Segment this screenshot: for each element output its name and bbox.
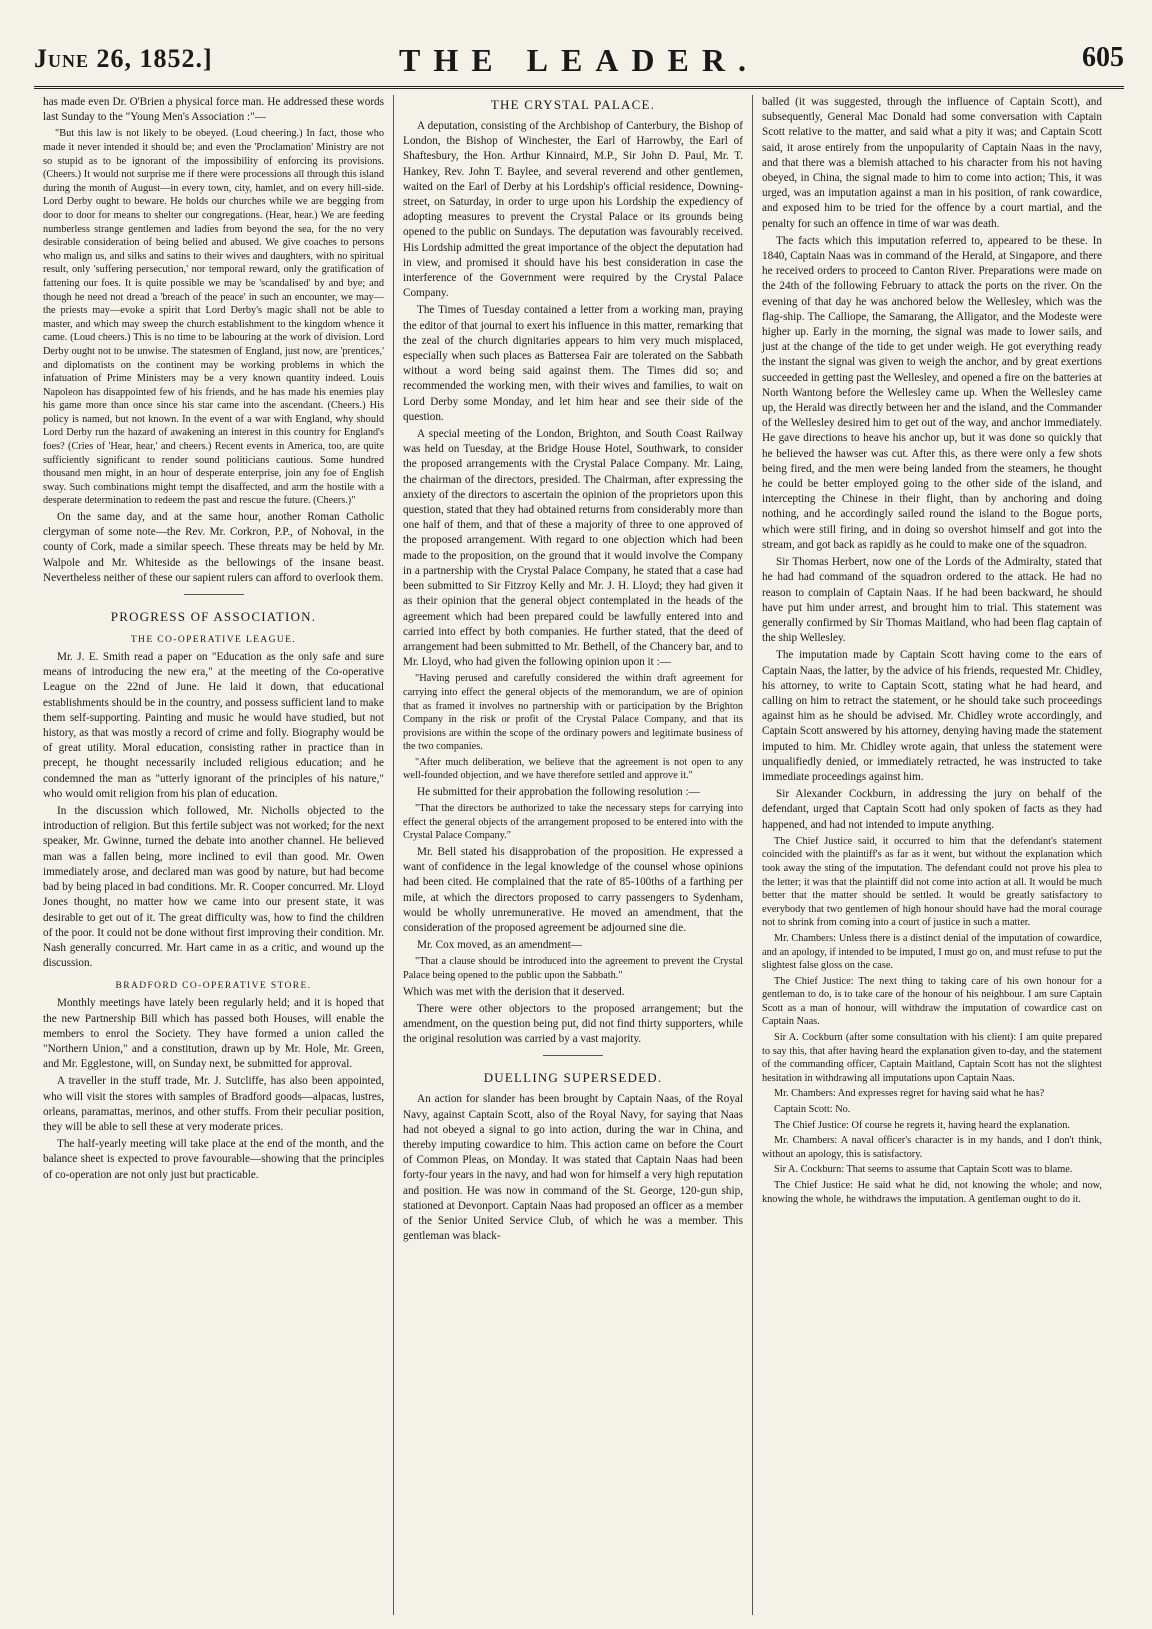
- subheading-bradford-store: BRADFORD CO-OPERATIVE STORE.: [115, 981, 312, 992]
- article-columns: [34, 95, 1124, 1615]
- speech-quote: "But this law is not likely to be obeyed. (Loud cheering.) In fact, those who made it never intended it should be; and even the 'Proclamation' Ministry are not so stupid as to be ignorant of the impossibility of enforcing its provisions. (Cheers.) It would not surprise me if there were processions all through this island during the month of August—in every town, city, hamlet, and on every hill-side. Lord Derby ought to beware. He holds our churches while we are begging from door to door for means to shelter our congregations. (Hear, hear.) We are feeding numberless strange gentlemen and ladies from beyond the sea, for the no very desirable consideration of being belied and abused. We give coaches to persons who malign us, and silks and satins to their wives and daughters, with no spiritual result, only 'suffering persecution,' nor temporal reward, only the gratification of fattening our foes. It is quite possible we may be 'scandalised' by and bye; and though he need not dread a 'breach of the peace' in such an encounter, we may—the priests may—evoke a spirit that Lord Derby's magic shall not be able to master, and which may sweep the church establishment to the kingdom whence it came. (Loud cheers.) This is no time to be labouring at the work of division. Lord Derby ought not to be unwise. The statesmen of England, just now, are 'prentices,' and diplomatists on the continent may be working problems in which the infatuation of Prime Ministers may be a very known quantity indeed. Louis Napoleon has disappointed few of his friends, and he has made his enemies play his game more than once since his star came into the ascendant. (Cheers.) His policy is named, but not known. In the event of a war with England, why should Lord Derby run the hazard of awakening an interest in this country for England's foes? (Cries of 'Hear, hear,' and cheers.) Recent events in America, too, are quite sufficiently significant to render sound politicians cautious. Some hundred thousand men might, in an hour of desperate enterprise, join any foe of English sway. Such combinations might tempt the disaffected, and arm the hostile with a desperate determination to redeem the past and rescue the future. (Cheers.)": [43, 128, 384, 507]
- paragraph: The half-yearly meeting will take place at the end of the month, and the balance sheet is expected to prove favourable—showing that the principles of co-operation are not only just but practicable.: [43, 1138, 384, 1181]
- paragraph: Mr. J. E. Smith read a paper on "Education as the only safe and sure means of introducing the new era," at the meeting of the Co-operative League on the 22nd of June. He laid it down, that educational establishments should be in the country, and possess sufficient land to make them self-supporting. Painting and music he would have studied, but not history, as that was mostly a record of crime and folly. Biography would be of great utility. Moral education, consisting rather in practice than in precept, he thought necessarily included religious education; and he condemned the man as "utterly ignorant of the principles of his nature," who would omit religion from his plan of education.: [43, 651, 384, 800]
- paragraph: On the same day, and at the same hour, another Roman Catholic clergyman of some note—the Rev. Mr. Corkron, P.P., of Nohoval, in the county of Cork, made a similar speech. These threats may be held by Mr. Walpole and Mr. Whiteside as the bellowings of the insane beast. Nevertheless neither of these our sapient rulers can afford to overlook them.: [43, 511, 384, 584]
- heading-progress-of-association: PROGRESS OF ASSOCIATION.: [110, 609, 317, 625]
- paragraph: The facts which this imputation referred to, appeared to be these. In 1840, Captain Naas was in command of the Herald, at Singapore, and there he received orders to proceed to Canton River. Preparations were made on the 24th of the following February to attack the ports on the river. On the evening of that day he was anchored below the Wellesley, which was the flag-ship. The Calliope, the Samarang, the Alligator, and the Modeste were higher up. Early in the morning, the signal was made to lower sails, and just at the change of the tide to get under weigh. He got everything ready the instant the signal was given to weigh the anchor, and by great exertions succeeded in getting past the Wellesley, and opened a fire on the batteries at North Wantong before the Wellesley came up. When the Wellesley came up, the Herald was directly between her and the island, and the Commander of the Wellesley desired him to get out of the way, and anchor immediately. He gave directions to heave his anchor up, but it was done so quickly that he believed the hawser was cut. After this, as there were only a few shots being fired, and the men were being landed from the steamers, he thought he could be better employed going to the other side of the island, and intercepting the Chinese in their flight, than by anchoring and doing nothing, and he accordingly sailed round the island to the Bogue ports, which were still firing, and in doing so overshot himself and got into the stream, and got back as rapidly as he could to make one of the squadron.: [762, 234, 1102, 551]
- court-dialogue: Sir A. Cockburn: That seems to assume that Captain Scott was to blame.: [774, 1164, 1073, 1176]
- paragraph: Sir Alexander Cockburn, in addressing the jury on behalf of the defendant, urged that Captain Scott had only spoken of facts as they had happened, and had not intended to impute anything.: [762, 788, 1102, 831]
- court-dialogue: Mr. Chambers: And expresses regret for having said what he has?: [774, 1088, 1045, 1100]
- subheading-cooperative-league: THE CO-OPERATIVE LEAGUE.: [130, 635, 297, 646]
- court-dialogue: Mr. Chambers: Unless there is a distinct denial of the imputation of cowardice, and an apology, if intended to be imputed, I must go on, and must refuse to put the slightest false gloss on the case.: [762, 932, 1102, 972]
- paragraph: The imputation made by Captain Scott having come to the ears of Captain Naas, the latter, by the advice of his friends, requested Mr. Chidley, his attorney, to write to Captain Scott, stating what he had heard, and calling on him to retract the statement, or he should take such proceedings against him as he should be advised. Mr. Chidley wrote accordingly, and Captain Scott answered by his attorney, denying having made the statement imputed to him. Mr. Chidley wrote again, that unless the statement were unqualifiedly denied, or immediately retracted, he was instructed to take immediate proceedings against him.: [762, 649, 1102, 783]
- amendment-quote: "That a clause should be introduced into the agreement to prevent the Crystal Palace being opened to the public upon the Sabbath.": [403, 956, 743, 982]
- paragraph: Mr. Bell stated his disapprobation of the proposition. He expressed a want of confidence in the legal knowledge of the counsel whose opinions had been cited. He complained that the rate of 85-100ths of a farthing per mile, at which the directors proposed to carry passengers to Sydenham, would be wholly unremunerative. He moved an amendment, that the consideration of the proposed agreement be adjourned sine die.: [403, 846, 743, 935]
- paragraph: has made even Dr. O'Brien a physical force man. He addressed these words last Sunday to the "Young Men's Association :"—: [43, 96, 384, 124]
- court-dialogue: The Chief Justice: The next thing to taking care of his own honour for a gentleman to do, is to take care of the honour of his neighbour. I am sure Captain Scott as a man of honour, will withdraw the imputation of cowardice cast on Captain Naas.: [762, 975, 1102, 1028]
- legal-opinion-quote: "After much deliberation, we believe that the agreement is not open to any well-founded objection, and we have therefore settled and approve it.": [403, 756, 743, 782]
- paragraph: Which was met with the derision that it deserved.: [403, 985, 625, 998]
- paragraph: Monthly meetings have lately been regularly held; and it is hoped that the new Partnership Bill which has passed both Houses, will enable the members to enrol the Society. They have formed a union called the "Northern Union," and a constitution, drawn up by Mr. Hole, Mr. Green, and Mr. Egglestone, will, on Sunday next, be submitted for approval.: [43, 997, 384, 1071]
- paragraph: A deputation, consisting of the Archbishop of Canterbury, the Bishop of London, the Bishop of Winchester, the Earl of Harrowby, the Earl of Shaftesbury, the Hon. Arthur Kinnaird, M.P., Sir John D. Paul, Mr. T. Hankey, Rev. John T. Baylee, and several reverend and other gentlemen, waited on the Earl of Derby at his Lordship's official residence, Downing-street, on Saturday, in order to urge upon his Lordship the expediency of adopting measures to prevent the Crystal Palace or its grounds being opened to the public on Sundays. The deputation was favourably received. His Lordship admitted the great importance of the object the deputation had in view, and promised it should have his best consideration in case the interference of the Government were required by the Crystal Palace Company.: [403, 120, 743, 300]
- court-dialogue: The Chief Justice: He said what he did, not knowing the whole; and now, knowing the whole, he withdraws the imputation. A gentleman ought to do it.: [762, 1180, 1102, 1205]
- paragraph: Mr. Cox moved, as an amendment—: [417, 939, 582, 952]
- page-number: 605: [1082, 42, 1124, 73]
- issue-date: June 26, 1852.]: [34, 44, 213, 73]
- newspaper-title: THE LEADER.: [399, 42, 759, 78]
- paragraph: In the discussion which followed, Mr. Nicholls objected to the introduction of religion. But this fertile subject was not worked; for the next speaker, Mr. Gwinne, turned the debate into another channel. He believed man was a fallen being, more inclined to evil than good. Mr. Owen immediately arose, and declared man was good by nature, but had become bad by being placed in bad conditions. Mr. R. Cooper concurred. Mr. Lloyd Jones thought, no matter how we came into our present state, it was desirable to get out of it. The great difficulty was, how to find the children of the poor. It could not be done without first improving their condition. Mr. Nash generally concurred. Mr. Hart came in as a critic, and wound up the discussion.: [43, 805, 384, 970]
- column-right: [752, 95, 1111, 1615]
- masthead: [34, 30, 1124, 89]
- heading-duelling-superseded: DUELLING SUPERSEDED.: [483, 1070, 663, 1086]
- legal-opinion-quote: "Having perused and carefully considered the within draft agreement for carrying into effect the general objects of the memorandum, we are of opinion that as framed it involves no partnership with or participation by the Brighton Company in the risk or profit of the Crystal Palace Company, and that its provisions are within the scope of the ordinary powers and legitimate business of the two companies.: [403, 673, 743, 753]
- paragraph: A traveller in the stuff trade, Mr. J. Sutcliffe, has also been appointed, who will visit the stores with samples of Bradford goods—alpacas, lustres, orleans, paramattas, merinos, and other stuffs. From their peculiar position, they will be able to sell these at very moderate prices.: [43, 1075, 384, 1133]
- court-dialogue: Mr. Chambers: A naval officer's character is in my hands, and I don't think, without an apology, this is satisfactory.: [762, 1135, 1102, 1160]
- paragraph: An action for slander has been brought by Captain Naas, of the Royal Navy, against Captain Scott, also of the Royal Navy, for saying that Naas had not obeyed a signal to go into action, during the war in China, and thereby imputing cowardice to him. This action came on before the Court of Common Pleas, on Monday. It was stated that Captain Naas had been forty-four years in the navy, and had won for himself a very high reputation and position. He was now in command of the St. George, 120-gun ship, stationed at Devonport. Captain Naas had proposed an officer as a member of the Senior United Service Club, of which he was a member. This gentleman was black-: [403, 1093, 743, 1243]
- court-dialogue: Captain Scott: No.: [774, 1104, 851, 1116]
- paragraph: A special meeting of the London, Brighton, and South Coast Railway was held on Tuesday, at the Bridge House Hotel, Southwark, to consider the proposed arrangements with the Crystal Palace Company. Mr. Laing, the chairman of the directors, presided. The Chairman, after expressing the anxiety of the directors to ascertain the opinion of the proprietors upon this question, stated that they had obtained returns from considerably more than one half of them, and that of these a majority of three to one approved of the proposed arrangement. With regard to one objection which had been made to the proposition, on the ground that it would involve the Company in a partnership with the Crystal Palace Company, he stated that a case had been submitted to Sir Fitzroy Kelly and Mr. J. H. Lloyd; they had given it as their opinion that the general object contemplated in the heads of the agreement which had been prepared could be lawfully entered into and carried into effect by both companies. He further stated, that the deed of arrangement had been submitted to Mr. Bethell, of the Chancery bar, and to Mr. Lloyd, who had given the following opinion upon it :—: [403, 428, 743, 669]
- resolution-quote: "That the directors be authorized to take the necessary steps for carrying into effect the general objects of the arrangement proposed to be entered into with the Crystal Palace Company.": [403, 803, 743, 842]
- paragraph: There were other objectors to the proposed arrangement; but the amendment, on the question being put, did not find thirty supporters, while the original resolution was carried by a vast majority.: [403, 1002, 743, 1046]
- paragraph: balled (it was suggested, through the influence of Captain Scott), and subsequently, General Mac Donald had some conversation with Captain Scott relative to the matter, and said what a pity it was; and Captain Scott said, it arose entirely from the unpopularity of Captain Naas in the navy, and that there was a blemish attached to his character from his not having obeyed, in China, the signal made to him to come into action; This, it was urged, was an imputation against a man in his position, of rank cowardice, and exposed him to be tried for the offence by a court martial, and the penalty for such an offence in time of war was death.: [762, 96, 1102, 230]
- heading-crystal-palace: THE CRYSTAL PALACE.: [490, 97, 656, 112]
- court-dialogue: The Chief Justice: Of course he regrets it, having heard the explanation.: [774, 1119, 1070, 1131]
- divider: [543, 1055, 603, 1056]
- court-dialogue: The Chief Justice said, it occurred to him that the defendant's statement coincided with the plaintiff's as far as it went, but without the explanation which took away the sting of the imputation. The defendant could not prove his plea to the letter; it was that the plaintiff did not come into action at all. It would be much better that the matter should be settled. It would be greatly satisfactory to everybody that two gentlemen of high honour should have had the moral courage not to shrink from coming into a court of justice in such a matter.: [762, 835, 1102, 929]
- column-middle: [393, 95, 752, 1615]
- paragraph: Sir Thomas Herbert, now one of the Lords of the Admiralty, stated that he had had command of the squadron ordered to the attack. He had no reason to complain of Captain Naas. If he had been backward, he should have put him under arrest, and brought him to trial. This statement was generally confirmed by Sir Thomas Maitland, who had been flag captain of the ship Wellesley.: [762, 556, 1102, 645]
- paragraph: He submitted for their approbation the following resolution :—: [417, 786, 700, 799]
- column-left: [34, 95, 393, 1615]
- divider: [184, 594, 244, 595]
- paragraph: The Times of Tuesday contained a letter from a working man, praying the editor of that journal to exert his influence in this matter, remarking that the zeal of the church dignitaries appears to him very much misplaced, especially when such places as Battersea Fair are tolerated on the Sabbath without a word being said against them. The Times did so; and recommended the working men, with their wives and families, to wait on Lord Derby some Monday, and let him hear and see their side of the question.: [403, 304, 743, 423]
- court-dialogue: Sir A. Cockburn (after some consultation with his client): I am quite prepared to say this, that after having heard the explanation given to-day, and the statement of the commanding officer, Captain Maitland, Captain Scott has not the slightest hesitation in withdrawing all imputations upon Captain Naas.: [762, 1032, 1102, 1084]
